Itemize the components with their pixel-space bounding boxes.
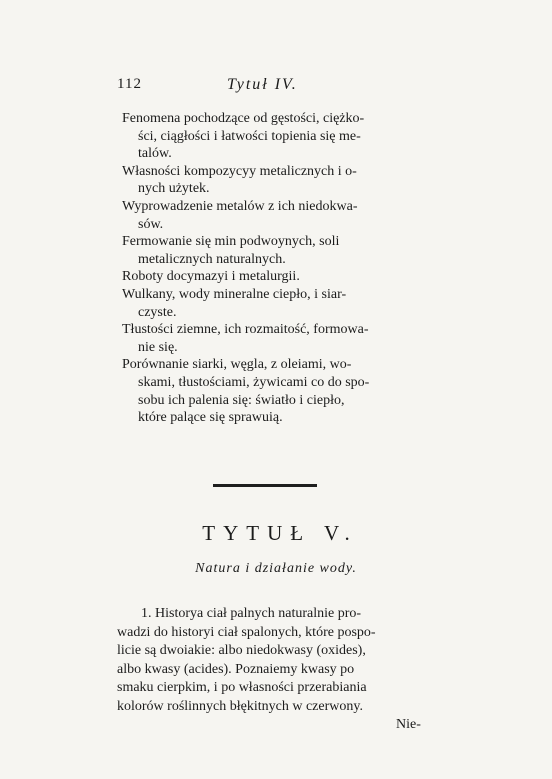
contents-entry [122, 163, 444, 198]
contents-entry-continuation: ści, ciągłości i łatwości topienia się me- [138, 128, 361, 144]
contents-entry-continuation: nych użytek. [138, 181, 210, 197]
contents-entry-line: Roboty docymazyi i metalurgii. [122, 269, 300, 285]
body-line: albo kwasy (acides). Poznaiemy kwasy po [117, 661, 355, 677]
contents-entry [122, 268, 444, 286]
catchword: Nie- [396, 717, 421, 732]
contents-entry-continuation: czyste. [138, 304, 177, 320]
section-divider-rule [213, 484, 317, 487]
contents-entry-line: Tłustości ziemne, ich rozmaitość, formowa- [122, 322, 369, 338]
running-head [117, 76, 462, 100]
section-subtitle: Natura i działanie wody. [195, 561, 357, 576]
contents-entry-continuation: nie się. [138, 339, 178, 355]
body-paragraph [117, 605, 445, 717]
contents-entry [122, 286, 444, 321]
contents-entry-continuation: skami, tłustościami, żywicami co do spo- [138, 374, 370, 390]
contents-entry-line: Fenomena pochodzące od gęstości, ciężko- [122, 111, 365, 126]
contents-entry [122, 198, 444, 233]
contents-entry-continuation: sów. [138, 216, 164, 232]
body-line: wadzi do historyi ciał spalonych, które pospo- [117, 624, 376, 640]
page-number: 112 [117, 76, 142, 92]
contents-entry-line: Porównanie siarki, węgla, z oleiami, wo- [122, 357, 352, 373]
contents-entry-continuation: talów. [138, 146, 172, 162]
section-title: TYTUŁ V. [202, 521, 358, 545]
contents-entry-line: Wyprowadzenie metalów z ich niedokwa- [122, 198, 358, 214]
body-line: kolorów roślinnych błękitnych w czerwony. [117, 698, 363, 714]
running-title: Tytuł IV. [227, 76, 298, 93]
contents-entry [122, 356, 444, 426]
contents-entry [122, 110, 444, 163]
contents-entry-line: Fermowanie się min podwoynych, soli [122, 234, 340, 250]
body-line: smaku cierpkim, i po własności przerabiania [117, 680, 367, 696]
contents-entry-continuation: które palące się sprawuią. [138, 410, 283, 426]
contents-entry-line: Własności kompozycyy metalicznych i o- [122, 163, 357, 179]
contents-entry [122, 233, 444, 268]
contents-entry [122, 321, 444, 356]
contents-entry-line: Wulkany, wody mineralne ciepło, i siar- [122, 286, 347, 302]
contents-entry-continuation: sobu ich palenia się: światło i ciepło, [138, 392, 345, 408]
contents-entry-continuation: metalicznych naturalnych. [138, 251, 286, 267]
body-line: licie są dwoiakie: albo niedokwasy (oxides), [117, 643, 366, 659]
body-line: 1. Historya ciał palnych naturalnie pro- [141, 606, 362, 621]
chapter-contents-list [122, 110, 444, 427]
